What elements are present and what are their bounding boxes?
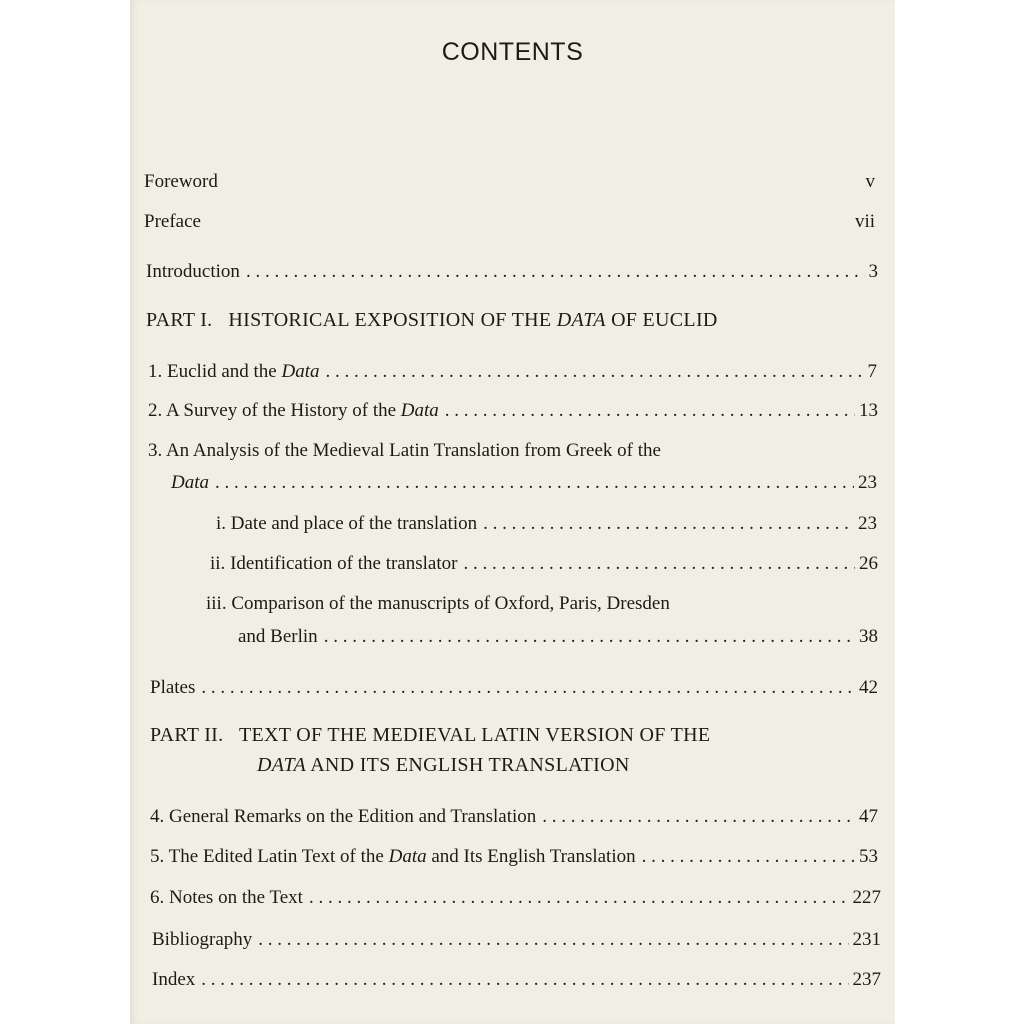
part-title: AND ITS ENGLISH TRANSLATION — [310, 754, 630, 776]
toc-label: Bibliography — [152, 929, 253, 950]
toc-page: 42 — [859, 677, 878, 698]
toc-page: 3 — [868, 261, 878, 282]
toc-page: 26 — [859, 553, 878, 574]
toc-entry-index — [152, 968, 881, 992]
toc-page: 53 — [859, 846, 878, 867]
leader-dots — [201, 968, 848, 992]
part-number: PART I. — [146, 309, 213, 331]
toc-entry-introduction — [146, 260, 878, 284]
toc-page: 237 — [852, 969, 881, 990]
part-title-italic: DATA — [257, 754, 306, 776]
page-title: CONTENTS — [441, 38, 584, 66]
toc-label — [150, 845, 636, 869]
section-number: iii. — [206, 593, 227, 614]
toc-entry-section-iii-line2 — [238, 625, 878, 649]
toc-label — [210, 552, 457, 576]
chapter-title-italic: Data — [388, 846, 427, 867]
chapter-number: 5. — [150, 846, 165, 867]
toc-label: Index — [152, 969, 196, 990]
chapter-number: 1. — [148, 361, 163, 382]
toc-entry-chapter-1 — [148, 360, 877, 384]
section-title: Comparison of the manuscripts of Oxford, Paris, Dresden — [231, 593, 670, 614]
chapter-title: An Analysis of the Medieval Latin Translation from Greek of the — [165, 440, 661, 461]
toc-entry-section-ii — [210, 552, 878, 576]
toc-label — [148, 360, 320, 384]
book-page — [130, 0, 895, 1024]
toc-entry-foreword — [144, 170, 875, 194]
chapter-title: A Survey of the History of the — [165, 400, 397, 421]
toc-entry-chapter-5 — [150, 845, 878, 869]
toc-page: 23 — [858, 513, 877, 534]
toc-page: 7 — [867, 361, 877, 382]
toc-entry-chapter-2 — [148, 399, 878, 423]
toc-label: Foreword — [144, 171, 218, 192]
toc-label: Plates — [150, 677, 196, 698]
toc-page: vii — [854, 211, 875, 232]
part-heading-1 — [146, 305, 718, 335]
chapter-title-italic: Data — [281, 361, 320, 382]
toc-entry-chapter-4 — [150, 805, 878, 829]
toc-page: 227 — [852, 887, 881, 908]
leader-dots — [309, 886, 849, 910]
leader-dots — [258, 928, 848, 952]
leader-dots — [642, 845, 855, 869]
toc-label: Introduction — [146, 261, 240, 282]
chapter-number: 6. — [150, 887, 165, 908]
toc-entry-section-i — [216, 512, 877, 536]
chapter-title: General Remarks on the Edition and Translation — [169, 806, 537, 827]
chapter-title-italic: Data — [171, 472, 209, 493]
toc-page: 231 — [852, 929, 881, 950]
chapter-number: 2. — [148, 400, 163, 421]
part-title: HISTORICAL EXPOSITION OF THE — [228, 309, 552, 331]
toc-entry-plates — [150, 676, 878, 700]
toc-label — [150, 805, 536, 829]
chapter-title-end: and Its English Translation — [431, 846, 636, 867]
toc-label — [150, 886, 303, 910]
leader-dots — [246, 260, 865, 284]
toc-entry-bibliography — [152, 928, 881, 952]
section-title-cont: and Berlin — [238, 626, 318, 647]
leader-dots — [326, 360, 864, 384]
toc-page: v — [865, 171, 875, 192]
toc-entry-chapter-3-line2 — [171, 471, 877, 495]
leader-dots — [215, 471, 854, 495]
chapter-number: 4. — [150, 806, 165, 827]
toc-label — [216, 512, 477, 536]
chapter-number: 3. — [148, 440, 163, 461]
section-title: Identification of the translator — [230, 553, 458, 574]
toc-entry-section-iii-line1 — [206, 592, 670, 616]
toc-entry-preface — [144, 210, 875, 234]
leader-dots — [324, 625, 855, 649]
part-title-end: OF EUCLID — [611, 309, 718, 331]
chapter-title: The Edited Latin Text of the — [168, 846, 384, 867]
part-heading-2-line2 — [257, 750, 630, 780]
toc-page: 38 — [859, 626, 878, 647]
section-number: i. — [216, 513, 227, 534]
leader-dots — [445, 399, 855, 423]
leader-dots — [463, 552, 855, 576]
chapter-title: Notes on the Text — [169, 887, 303, 908]
leader-dots — [542, 805, 855, 829]
toc-label: Preface — [144, 211, 201, 232]
part-title-italic: DATA — [556, 309, 606, 331]
leader-dots — [483, 512, 854, 536]
section-title: Date and place of the translation — [230, 513, 478, 534]
part-heading-2-line1 — [150, 720, 710, 750]
toc-page: 47 — [859, 806, 878, 827]
leader-dots — [201, 676, 855, 700]
part-title: TEXT OF THE MEDIEVAL LATIN VERSION OF THE — [239, 724, 711, 746]
part-number: PART II. — [150, 724, 224, 746]
section-number: ii. — [210, 553, 226, 574]
toc-label — [148, 399, 439, 423]
toc-page: 13 — [859, 400, 878, 421]
toc-entry-chapter-3-line1 — [148, 439, 661, 463]
chapter-title-italic: Data — [400, 400, 439, 421]
toc-page: 23 — [858, 472, 877, 493]
chapter-title: Euclid and the — [167, 361, 277, 382]
toc-entry-chapter-6 — [150, 886, 881, 910]
